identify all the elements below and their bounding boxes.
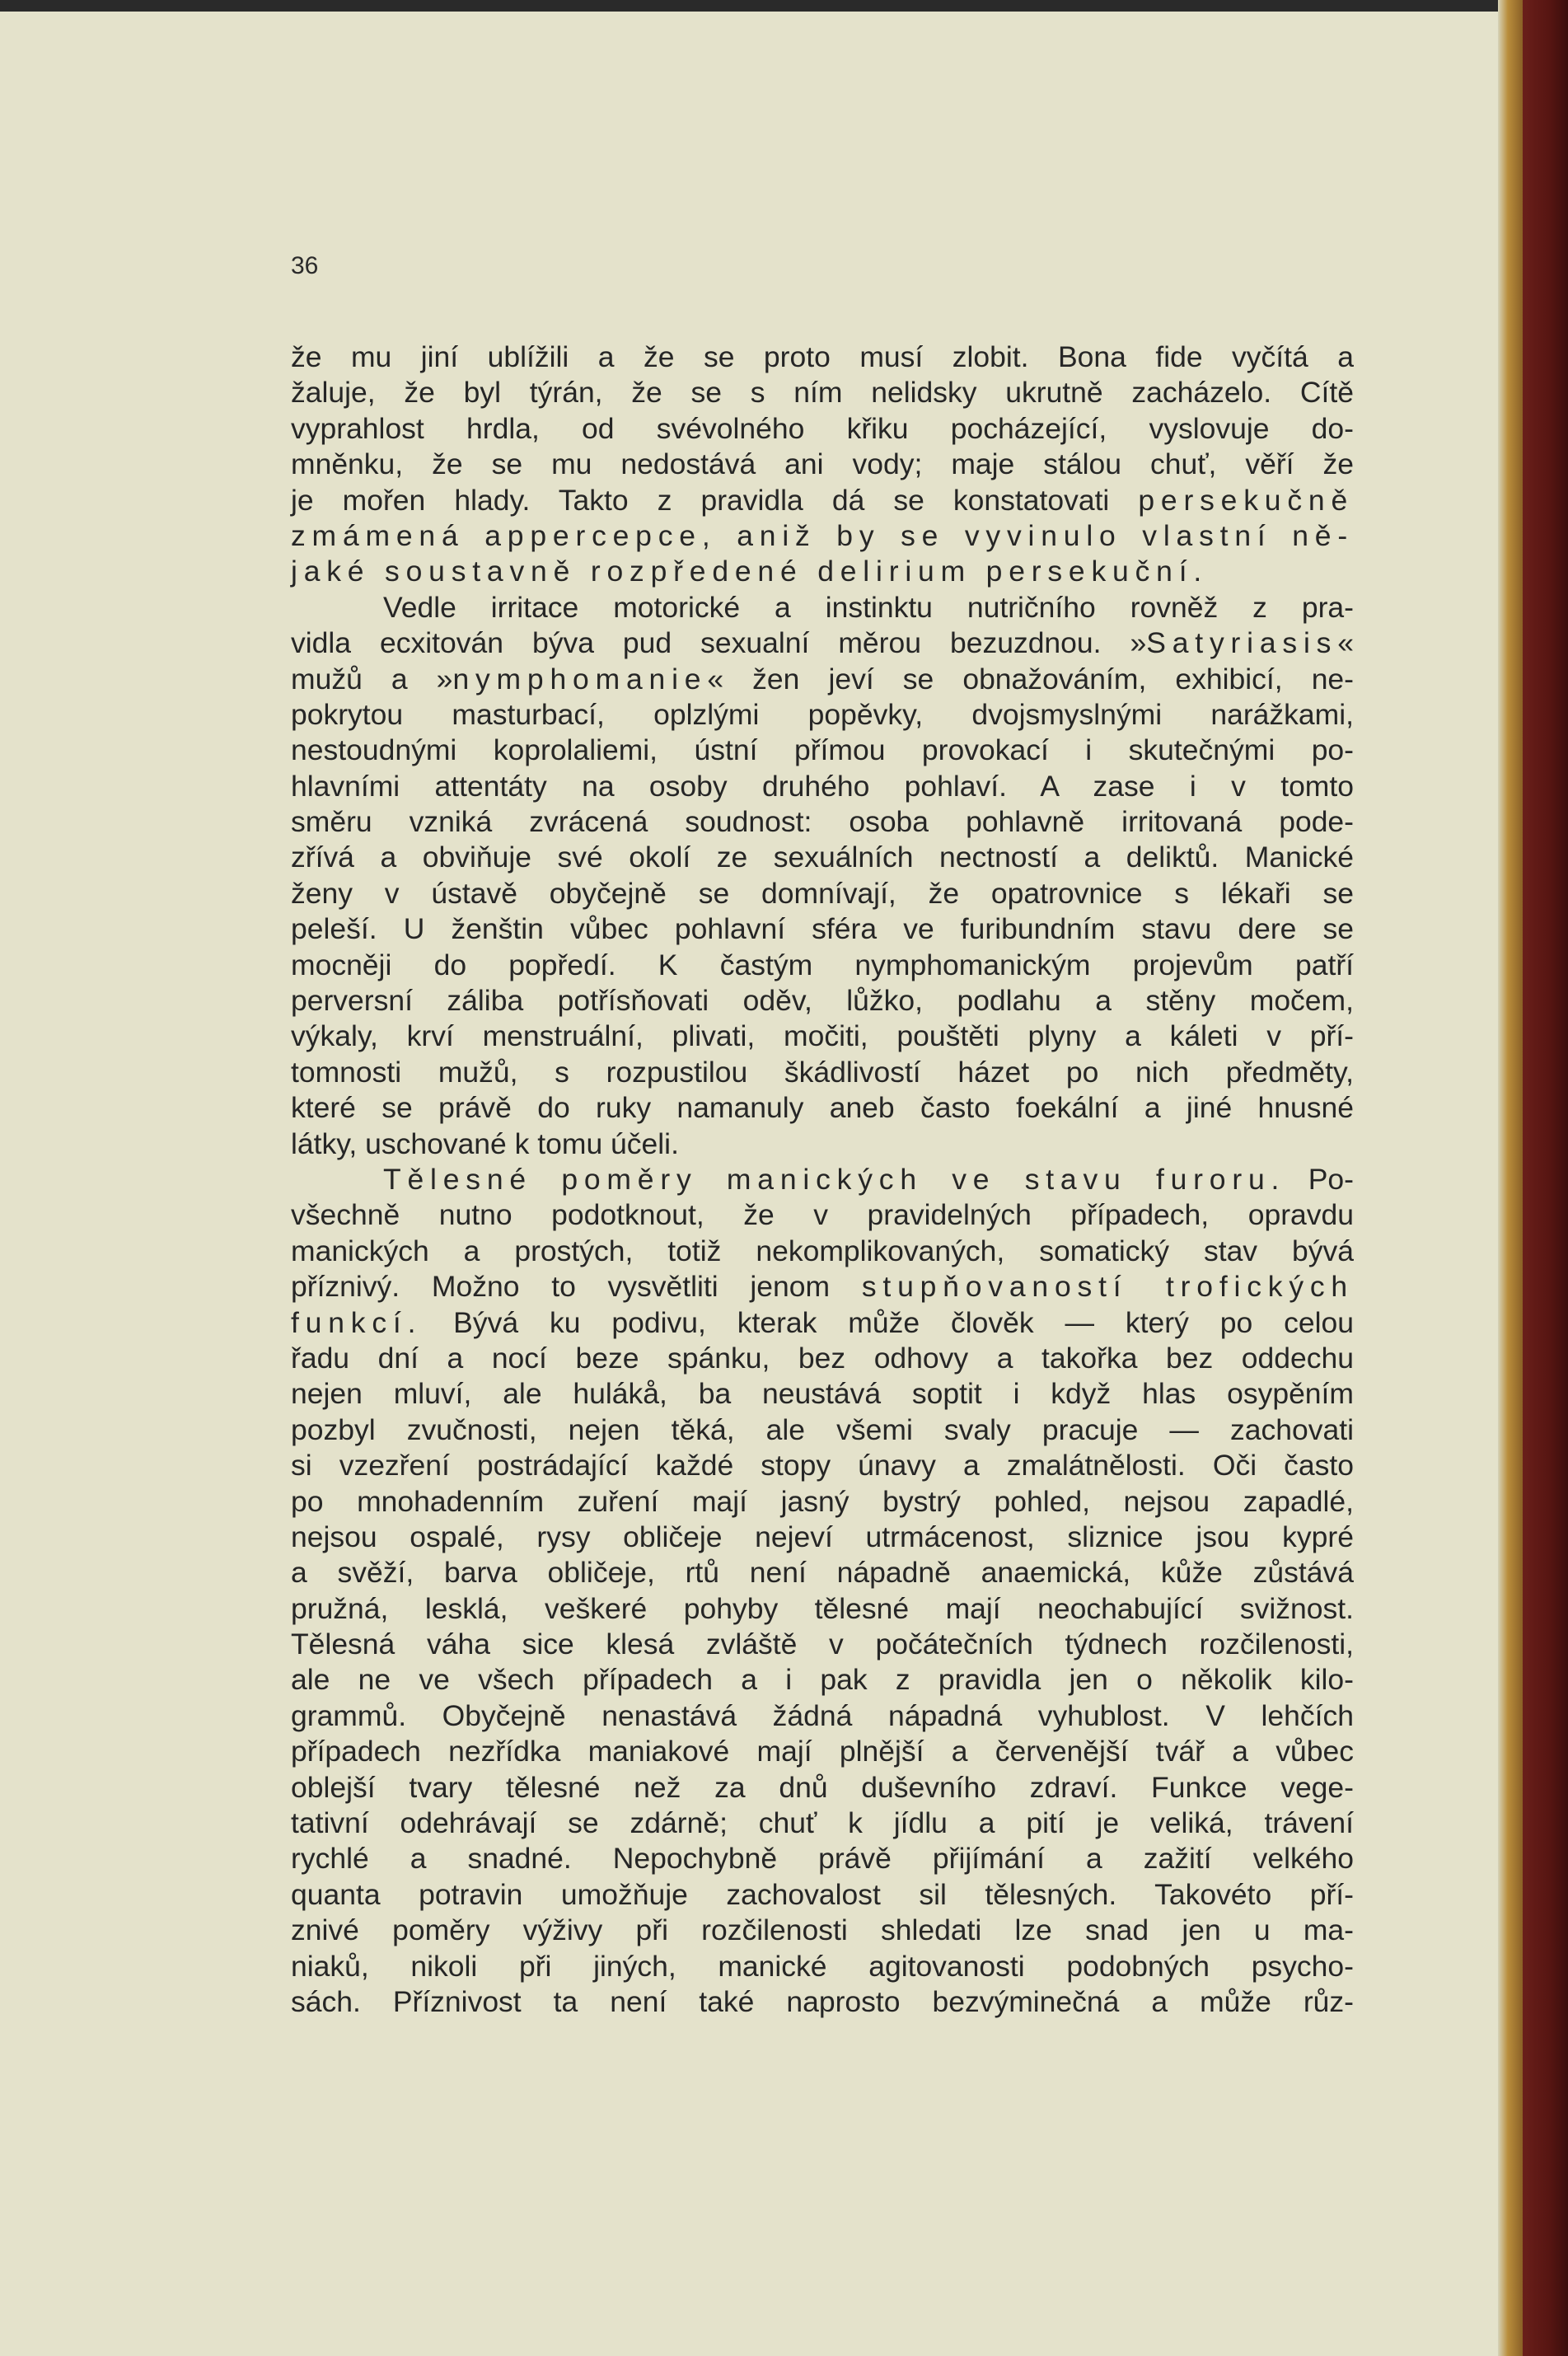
spaced-emphasis: funkcí. bbox=[291, 1305, 423, 1339]
text-run: pokrytou masturbací, oplzlými popěvky, dvojsmyslnými narážkami, bbox=[291, 697, 1354, 731]
text-run: že mu jiní ublížili a že se proto musí zlobit. Bona fide vyčítá a bbox=[291, 340, 1354, 373]
text-run: po mnohadenním zuření mají jasný bystrý pohled, nejsou zapadlé, bbox=[291, 1484, 1354, 1518]
text-line bbox=[291, 1448, 1354, 1483]
text-line bbox=[291, 1949, 1354, 1984]
text-run: pružná, lesklá, veškeré pohyby tělesné mají neochabující svižnost. bbox=[291, 1591, 1354, 1625]
text-line bbox=[291, 697, 1354, 733]
text-line bbox=[291, 911, 1354, 947]
text-line bbox=[291, 1698, 1354, 1734]
text-run: řadu dní a nocí beze spánku, bez odhovy a takořka bez oddechu bbox=[291, 1341, 1354, 1375]
text-line bbox=[291, 1376, 1354, 1412]
text-run: peleší. U ženštin vůbec pohlavní sféra ve furibundním stavu dere se bbox=[291, 912, 1354, 946]
text-line bbox=[291, 1627, 1354, 1662]
text-run: niaků, nikoli při jiných, manické agitovanosti podobných psycho- bbox=[291, 1949, 1354, 1983]
spaced-emphasis: nymphomanie bbox=[452, 662, 708, 696]
spaced-emphasis: zmámená appercepce, aniž by se vyvinulo vlastní ně- bbox=[291, 518, 1354, 552]
text-run: « bbox=[1337, 626, 1354, 660]
text-line bbox=[291, 1770, 1354, 1806]
text-line bbox=[291, 1806, 1354, 1841]
text-run: nejen mluví, ale hulákå, ba neustává soptit i když hlas osypěním bbox=[291, 1377, 1354, 1411]
text-run: žaluje, že byl týrán, že se s ním nelidsky ukrutně zacházelo. Cítě bbox=[291, 376, 1354, 410]
text-run: látky, uschované k tomu účeli. bbox=[291, 1126, 679, 1160]
text-line bbox=[291, 447, 1354, 482]
text-run: mužů a » bbox=[291, 662, 453, 696]
spaced-emphasis: stupňovaností trofických bbox=[861, 1270, 1354, 1304]
text-line bbox=[291, 1126, 1354, 1162]
text-run: oblejší tvary tělesné než za dnů duševního zdraví. Funkce vege- bbox=[291, 1770, 1354, 1804]
text-run: rychlé a snadné. Nepochybně právě přijímání a zažití velkého bbox=[291, 1842, 1354, 1876]
text-line bbox=[291, 1341, 1354, 1376]
text-run: tativní odehrávají se zdárně; chuť k jídlu a pití je veliká, trávení bbox=[291, 1806, 1354, 1840]
text-run: tomnosti mužů, s rozpustilou škádlivostí házet po nich předměty, bbox=[291, 1055, 1354, 1089]
text-line bbox=[291, 1841, 1354, 1876]
text-run: « žen jeví se obnažováním, exhibicí, ne- bbox=[707, 662, 1354, 696]
text-run: směru vzniká zvrácená soudnost: osoba pohlavně irritovaná pode- bbox=[291, 805, 1354, 839]
text-line bbox=[291, 769, 1354, 804]
text-run: Bývá ku podivu, kterak může člověk — který po celou bbox=[422, 1305, 1354, 1339]
text-run: mocněji do popředí. K častým nymphomanickým projevům patří bbox=[291, 948, 1354, 981]
text-line bbox=[291, 554, 1354, 589]
text-run: pozbyl zvučnosti, nejen těká, ale všemi svaly pracuje — zachovati bbox=[291, 1412, 1354, 1446]
spaced-emphasis: jaké soustavně rozpředené delirium persekuční. bbox=[291, 555, 1209, 588]
text-line bbox=[291, 1520, 1354, 1555]
text-line bbox=[291, 340, 1354, 375]
text-run: a svěží, barva obličeje, rtů není nápadně anaemická, kůže zůstává bbox=[291, 1556, 1354, 1590]
spaced-emphasis: Satyriasis bbox=[1146, 626, 1338, 660]
text-run: Po- bbox=[1285, 1162, 1355, 1196]
text-run: manických a prostých, totiž nekomplikovaných, somatický stav bývá bbox=[291, 1234, 1354, 1267]
text-line bbox=[291, 483, 1354, 518]
text-run: sách. Příznivost ta není také naprosto bezvýminečná a může růz- bbox=[291, 1984, 1354, 2018]
text-line bbox=[291, 375, 1354, 410]
text-line bbox=[291, 625, 1354, 661]
text-line bbox=[291, 1055, 1354, 1090]
text-line bbox=[291, 1412, 1354, 1448]
book-cover-edge bbox=[1523, 0, 1568, 2356]
text-line bbox=[291, 1913, 1354, 1948]
spaced-emphasis: Tělesné poměry manických ve stavu furoru. bbox=[383, 1162, 1286, 1196]
text-run: grammů. Obyčejně nenastává žádná nápadná vyhublost. V lehčích bbox=[291, 1698, 1354, 1732]
text-run: je mořen hlady. Takto z pravidla dá se konstatovati bbox=[291, 483, 1139, 517]
text-run: si vzezření postrádající každé stopy únavy a zmalátnělosti. Oči často bbox=[291, 1449, 1354, 1482]
text-run: zřívá a obviňuje své okolí ze sexuálních nectností a deliktů. Manické bbox=[291, 841, 1354, 874]
text-line bbox=[291, 1662, 1354, 1698]
text-run: výkaly, krví menstruální, plivati, močiti, pouštěti plyny a káleti v pří- bbox=[291, 1019, 1354, 1053]
text-line bbox=[291, 662, 1354, 697]
text-line bbox=[291, 1019, 1354, 1054]
text-run: znivé poměry výživy při rozčilenosti shledati lze snad jen u ma- bbox=[291, 1913, 1354, 1947]
text-run: ženy v ústavě obyčejně se domnívají, že opatrovnice s lékaři se bbox=[291, 876, 1354, 910]
text-run: Tělesná váha sice klesá zvláště v počátečních týdnech rozčilenosti, bbox=[291, 1628, 1354, 1661]
text-run: vyprahlost hrdla, od svévolného křiku pocházející, vyslovuje do- bbox=[291, 411, 1354, 445]
text-line bbox=[291, 948, 1354, 983]
text-run: všechně nutno podotknout, že v pravidelných případech, opravdu bbox=[291, 1198, 1354, 1232]
text-line bbox=[291, 1305, 1354, 1341]
text-line bbox=[291, 1484, 1354, 1520]
text-line bbox=[291, 804, 1354, 840]
text-run: které se právě do ruky namanuly aneb často foekální a jiné hnusné bbox=[291, 1091, 1354, 1125]
page-number: 36 bbox=[291, 252, 319, 279]
text-run: Vedle irritace motorické a instinktu nutričního rovněž z pra- bbox=[383, 590, 1354, 624]
text-line bbox=[291, 1555, 1354, 1590]
text-line bbox=[291, 1234, 1354, 1269]
text-line bbox=[291, 1877, 1354, 1913]
text-run: hlavními attentáty na osoby druhého pohlaví. A zase i v tomto bbox=[291, 769, 1354, 803]
text-run: nestoudnými koprolaliemi, ústní přímou provokací i skutečnými po- bbox=[291, 733, 1354, 767]
text-line bbox=[291, 733, 1354, 768]
text-line bbox=[291, 1984, 1354, 2020]
text-line bbox=[291, 1197, 1354, 1233]
text-line bbox=[291, 1269, 1354, 1304]
text-line bbox=[291, 1162, 1354, 1197]
book-edge-gold bbox=[1498, 0, 1523, 2356]
text-line bbox=[291, 1591, 1354, 1627]
text-run: případech nezřídka maniakové mají plnější a červenější tvář a vůbec bbox=[291, 1735, 1354, 1768]
text-line bbox=[291, 983, 1354, 1019]
text-run: vidla ecxitován býva pud sexualní měrou bezuzdnou. » bbox=[291, 626, 1147, 660]
text-line bbox=[291, 876, 1354, 911]
text-run: quanta potravin umožňuje zachovalost sil tělesných. Takovéto pří- bbox=[291, 1877, 1354, 1911]
text-run: ale ne ve všech případech a i pak z pravidla jen o několik kilo- bbox=[291, 1663, 1354, 1697]
text-line bbox=[291, 1734, 1354, 1769]
text-line bbox=[291, 411, 1354, 447]
text-run: příznivý. Možno to vysvětliti jenom bbox=[291, 1270, 862, 1304]
text-line bbox=[291, 840, 1354, 875]
text-run: nejsou ospalé, rysy obličeje nejeví utrmácenost, sliznice jsou kypré bbox=[291, 1520, 1354, 1553]
text-run: mněnku, že se mu nedostává ani vody; maje stálou chuť, věří že bbox=[291, 447, 1354, 481]
text-line bbox=[291, 518, 1354, 554]
body-text bbox=[291, 340, 1354, 2020]
text-line bbox=[291, 590, 1354, 625]
spaced-emphasis: persekučně bbox=[1138, 483, 1354, 517]
text-line bbox=[291, 1090, 1354, 1126]
text-run: perversní záliba potřísňovati oděv, lůžko, podlahu a stěny močem, bbox=[291, 984, 1354, 1018]
